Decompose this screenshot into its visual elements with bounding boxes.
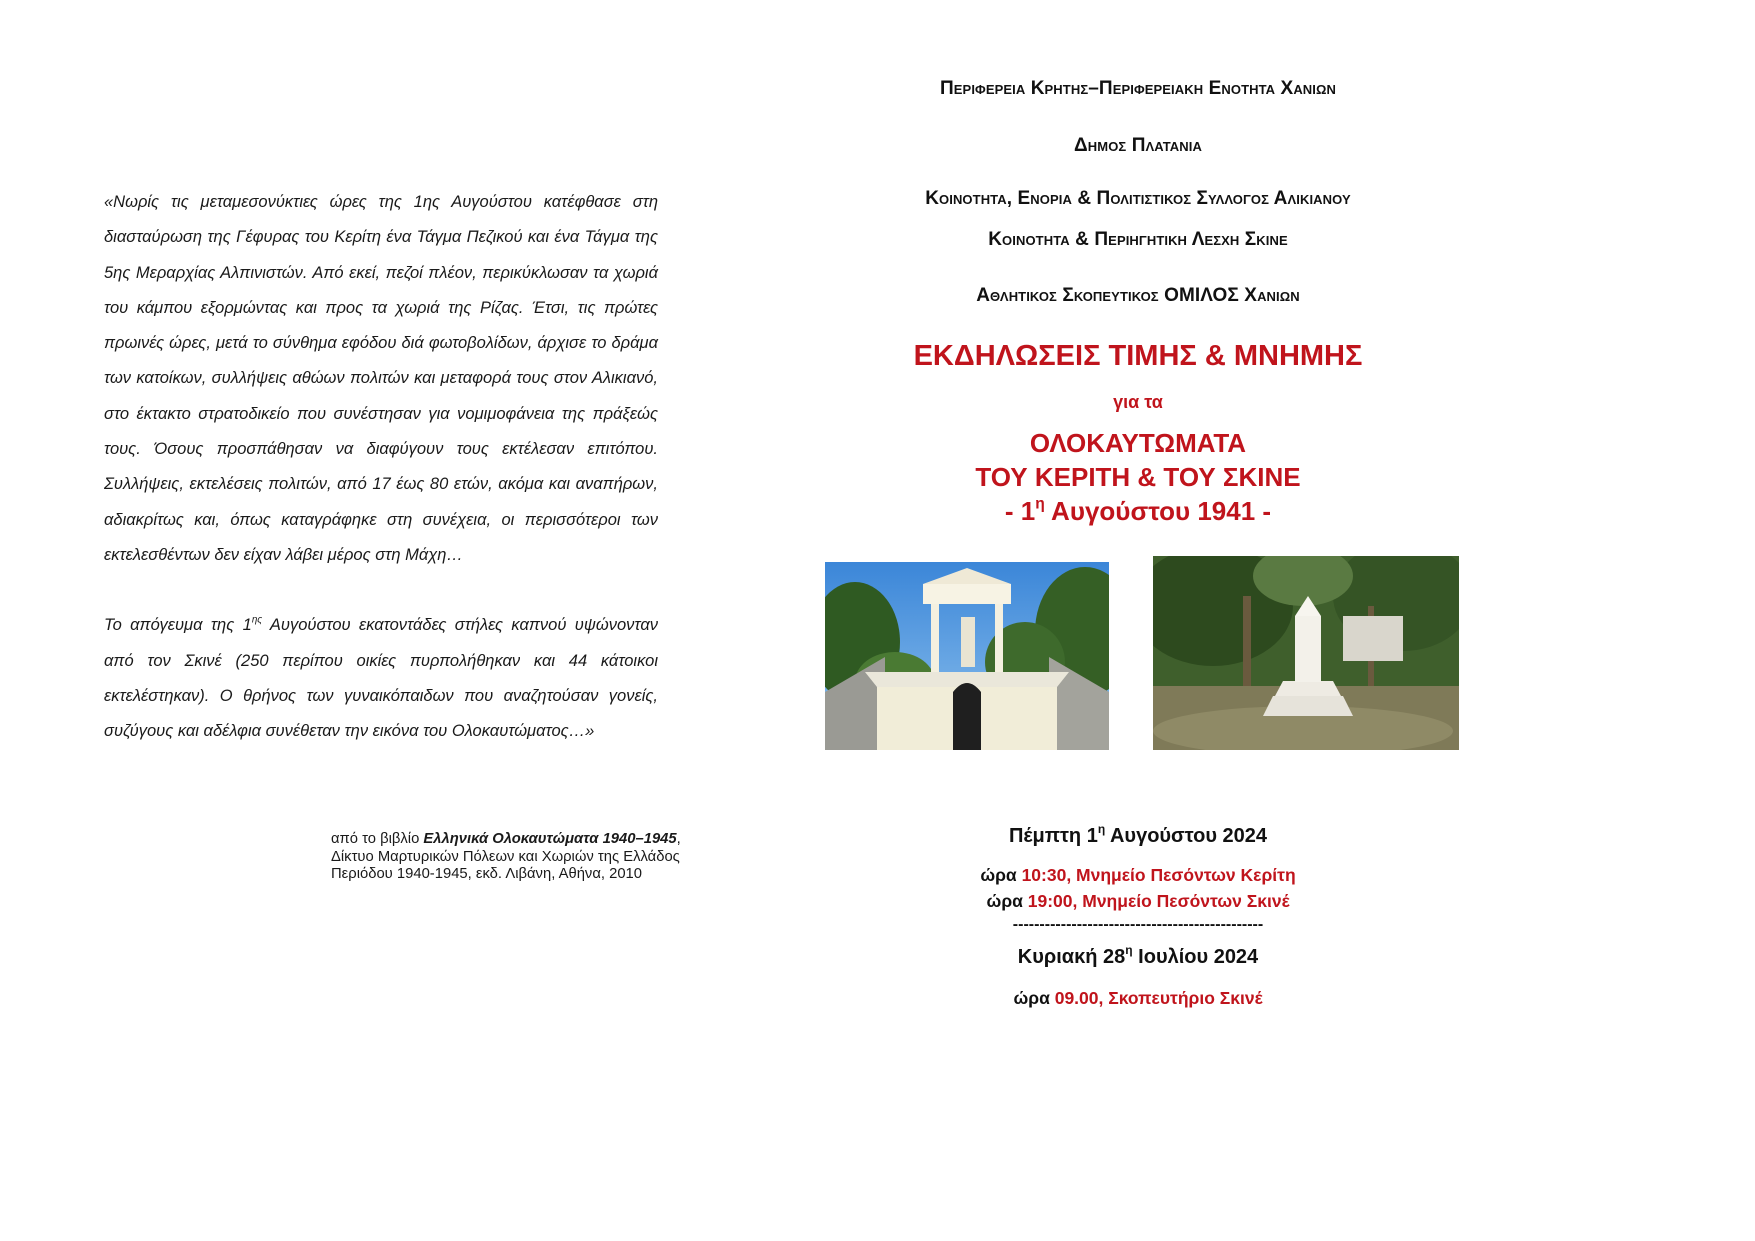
holocaust-title-2: ΤΟΥ ΚΕΡΙΤΗ & ΤΟΥ ΣΚΙΝΕ xyxy=(975,462,1301,492)
holocaust-date: - $1^\eta$ Αυγούστου 1941 - xyxy=(1004,495,1272,526)
event-time-keritis: ώρα 10:30, Μνημείο Πεσόντων Κερίτη xyxy=(980,865,1296,885)
keritis-monument-image xyxy=(825,562,1109,750)
skine-monument-image xyxy=(1153,556,1459,750)
event-time-shooting-range: ώρα 09.00, Σκοπευτήριο Σκινέ xyxy=(1013,988,1263,1008)
event-subtitle: για τα xyxy=(1113,392,1163,412)
historical-quote xyxy=(104,185,658,749)
book-citation: από το βιβλίο Ελληνικά Ολοκαυτώματα 1940–1945, Δίκτυο Μαρτυρικών Πόλεων και Χωριών της Ελλάδος Περιόδου 1940-1945, εκδ. Λιβάνη, Αθήνα, 2010 xyxy=(331,831,681,882)
event-time-skine: ώρα 19:00, Μνημείο Πεσόντων Σκινέ xyxy=(986,891,1290,911)
organizer-shooting-club: Αθλητικοσ Σκοπευτικοσ ΟΜΙΛΟΣ Χανιων xyxy=(976,285,1300,306)
skine-monument-photo xyxy=(1153,556,1459,750)
organizer-skine: Κοινοτητα & Περιηγητικη Λεσχη Σκινε xyxy=(988,229,1288,250)
quote-paragraph-1: «Νωρίς τις μεταμεσονύκτιες ώρες της 1ης Αυγούστου κατέφθασε στη διασταύρωση της Γέφυρας του Κερίτη ένα Τάγμα Πεζικού και ένα Τάγμα της 5ης Μεραρχίας Αλπινιστών. Από εκεί, πεζοί πλέον, περικύκλωσαν τα χωριά του κάμπου εξορμώντας και προς τα χωριά της Ρίζας. Έτσι, τις πρώτες πρωινές ώρες, μετά το σύνθημα εφόδου διά φωτοβολίδων, άρχισε το δράμα των κατοίκων, συλλήψεις αθώων πολιτών και μεταφορά τους στον Αλικιανό, στο έκτακτο στρατοδικείο που συνέστησαν για νομιμοφάνεια της πράξεώς τους. Όσους προσπάθησαν να διαφύγουν τους εκτέλεσαν επιτόπου. Συλλήψεις, εκτελέσεις πολιτών, από 17 έως 80 ετών, ακόμα και αναπήρων, αδιακρίτως και, όπως καταγράφηκε στη συνέχεια, οι περισσότεροι των εκτελεσθέντων δεν είχαν λάβει μέρος στη Μάχη… xyxy=(104,193,658,564)
keritis-monument-photo xyxy=(825,562,1109,750)
holocaust-title-1: ΟΛΟΚΑΥΤΩΜΑΤΑ xyxy=(1029,428,1247,458)
organizer-alikianos: Κοινοτητα, Ενορια & Πολιτιστικοσ Συλλογοσ Αλικιανου xyxy=(925,188,1351,209)
day2-date: Κυριακή $28^\eta$ Ιουλίου 2024 xyxy=(1017,943,1259,968)
municipality-header: Δημοσ Πλατανια xyxy=(1074,135,1202,156)
schedule-separator: ----------------------------------------------- xyxy=(1012,916,1264,933)
book-title: Ελληνικά Ολοκαυτώματα 1940–1945 xyxy=(423,831,677,847)
event-title: ΕΚΔΗΛΩΣΕΙΣ ΤΙΜΗΣ & ΜΝΗΜΗΣ xyxy=(913,340,1363,372)
quote-paragraph-2: Το απόγευμα της $1^{\eta\varsigma}$ Αυγούστου εκατοντάδες στήλες καπνού υψώνονταν από τον Σκινέ (250 περίπου οικίες πυρπολήθηκαν και 44 κάτοικοι εκτελέστηκαν). Ο θρήνος των γυναικόπαιδων που αναζητούσαν γονείς, συζύγους και αδέλφια συνέθεταν την εικόνα του Ολοκαυτώματος…» xyxy=(104,614,658,741)
region-header: Περιφερεια Κρητησ–Περιφερειακη Ενοτητα Χανιων xyxy=(939,78,1337,99)
day1-date: Πέμπτη $1^\eta$ Αυγούστου 2024 xyxy=(1008,822,1268,847)
